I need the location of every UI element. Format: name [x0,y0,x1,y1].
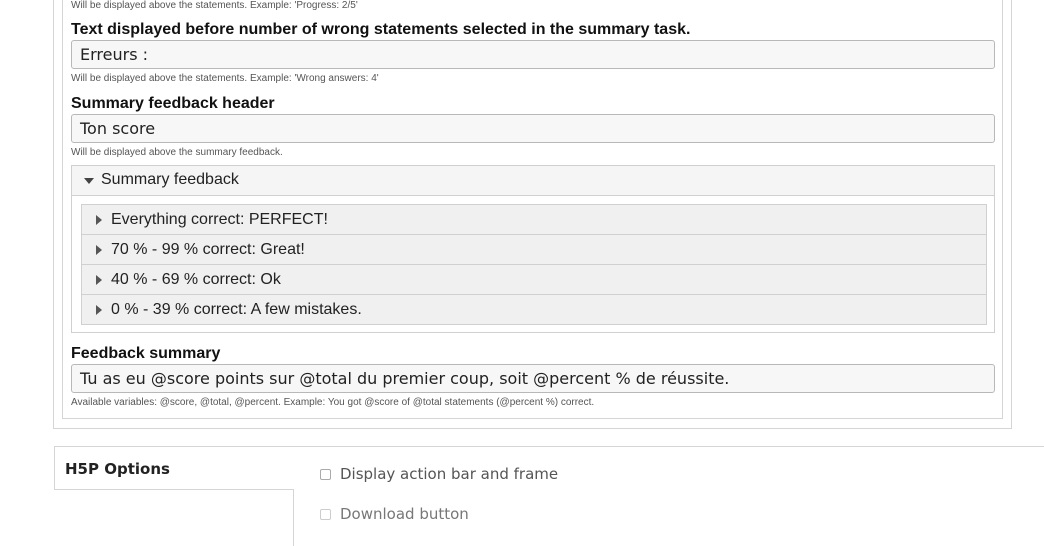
expand-triangle-icon [96,245,102,255]
summary-header-label: Summary feedback header [71,95,275,112]
feedback-item-label: Everything correct: PERFECT! [111,211,328,228]
expand-triangle-icon [96,305,102,315]
summary-feedback-list [81,204,987,325]
collapse-triangle-icon [84,178,94,184]
feedback-summary-description: Available variables: @score, @total, @percent. Example: You got @score of @total statements (@percent %) correct. [71,397,595,408]
h5p-options-tab-label: H5P Options [65,460,170,478]
tabs-divider [293,446,1044,447]
display-action-bar-checkbox[interactable] [320,469,331,480]
feedback-item-label: 0 % - 39 % correct: A few mistakes. [111,301,362,318]
feedback-item-label: 40 % - 69 % correct: Ok [111,271,281,288]
expand-triangle-icon [96,215,102,225]
summary-feedback-group [71,165,995,333]
progress-description: Will be displayed above the statements. Example: 'Progress: 2/5' [71,0,358,11]
feedback-summary-label: Feedback summary [71,345,221,362]
download-button-checkbox[interactable] [320,509,331,520]
feedback-item[interactable] [82,265,986,295]
feedback-item[interactable] [82,295,986,324]
feedback-item-label: 70 % - 99 % correct: Great! [111,241,305,258]
summary-feedback-header[interactable] [72,166,994,196]
display-action-bar-label: Display action bar and frame [340,465,559,483]
tabs-vertical-divider [293,490,294,546]
wrong-statements-label: Text displayed before number of wrong statements selected in the summary task. [71,21,691,38]
expand-triangle-icon [96,275,102,285]
download-button-label: Download button [340,505,469,523]
wrong-statements-description: Will be displayed above the statements. Example: 'Wrong answers: 4' [71,73,379,84]
summary-header-description: Will be displayed above the summary feedback. [71,147,283,158]
wrong-statements-input[interactable]: Erreurs : [71,40,995,69]
display-action-bar-option[interactable] [320,465,558,483]
summary-feedback-title: Summary feedback [101,171,239,188]
summary-header-input[interactable]: Ton score [71,114,995,143]
feedback-item[interactable] [82,205,986,235]
download-button-option[interactable] [320,505,469,523]
h5p-options-tab[interactable] [54,446,294,490]
feedback-summary-input[interactable]: Tu as eu @score points sur @total du premier coup, soit @percent % de réussite. [71,364,995,393]
feedback-item[interactable] [82,235,986,265]
